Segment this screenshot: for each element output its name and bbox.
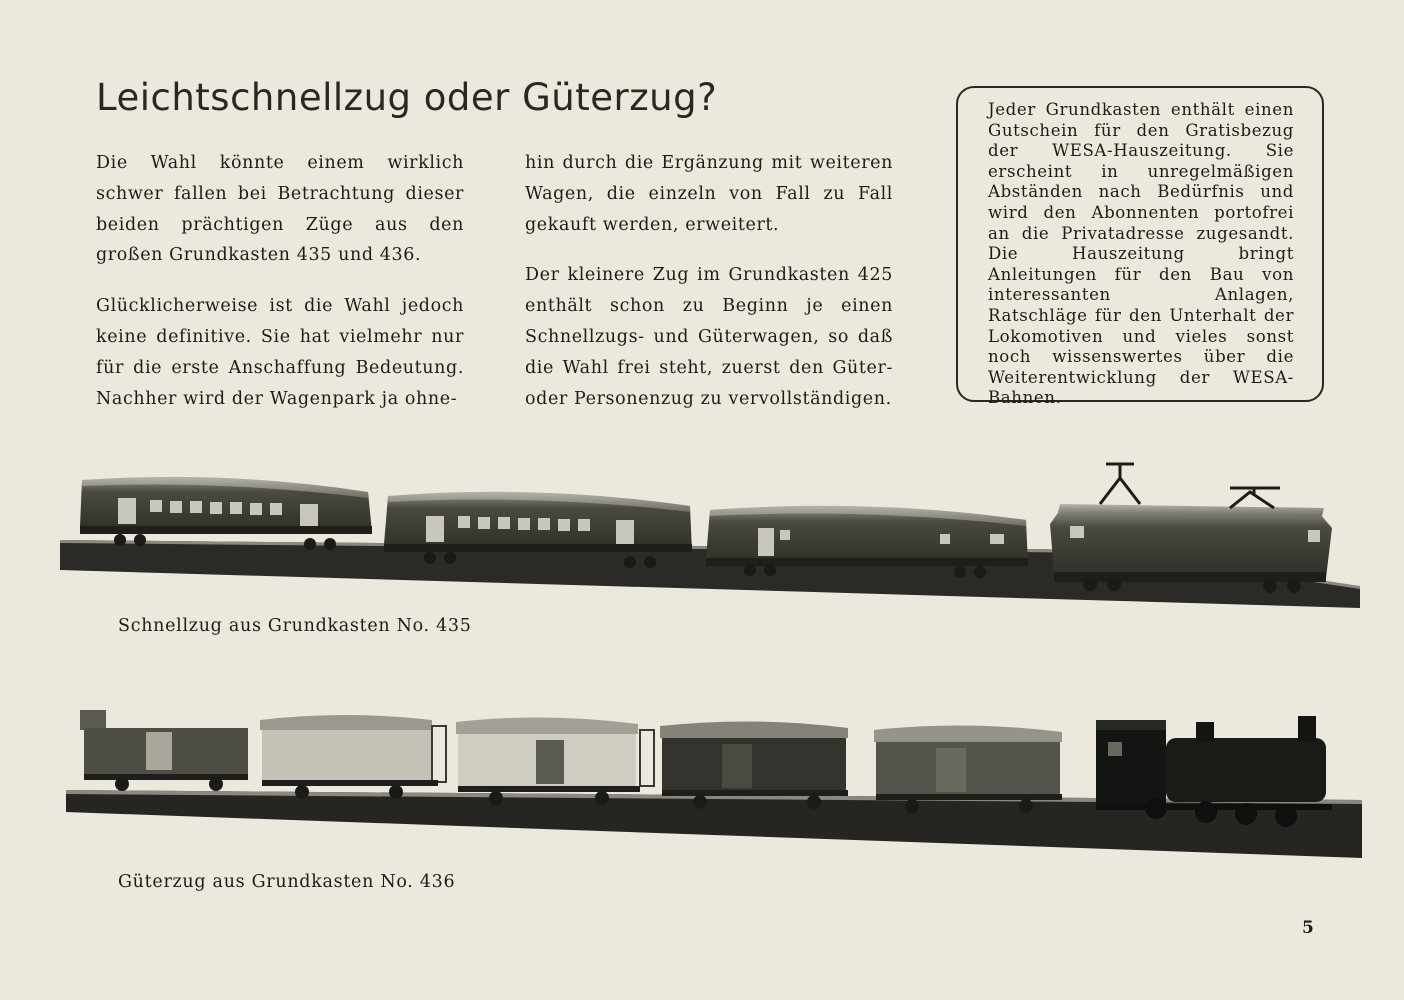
express-train-photo [60,458,1360,610]
paragraph: Die Wahl könnte einem wirklich schwer fallen bei Betrachtung dieser beiden prächtigen Züge aus den großen Grundkasten 435 und 436. [96,153,464,266]
electric-locomotive [1050,464,1332,593]
coach [80,477,372,550]
covered-wagon [456,717,654,805]
covered-wagon [260,715,446,799]
paragraph: Glücklicherweise ist die Wahl jedoch keine definitive. Sie hat vielmehr nur für die erste Anschaffung Bedeutung. Nachher wird der Wagenpark ja ohne- [96,296,464,409]
text-column-left [96,148,464,434]
page-number: 5 [1302,918,1314,938]
info-box-text: Jeder Grundkasten enthält einen Gutschein für den Gratisbezug der WESA-Hauszeitung. Sie erscheint in unregelmäßigen Abständen nach Bedürfnis und wird den Abonnenten portofrei an die Privatadresse zugesandt. Die Hauszeitung bringt Anleitungen für den Bau von interessanten Anlagen, Ratschläge für den Unterhalt der Lokomotiven und vieles sonst noch wissenswertes über die Weiterentwicklung der WESA-Bahnen. [988,100,1294,408]
freight-caption: Güterzug aus Grundkasten No. 436 [118,872,456,892]
text-column-middle [525,148,893,434]
covered-wagon [874,725,1062,813]
paragraph: hin durch die Ergänzung mit weiteren Wagen, die einzeln von Fall zu Fall gekauft werden, erweitert. [525,153,893,235]
express-caption: Schnellzug aus Grundkasten No. 435 [118,616,472,636]
page-title: Leichtschnellzug oder Güterzug? [96,76,718,119]
info-box [956,86,1324,408]
open-wagon [80,710,248,791]
paragraph: Der kleinere Zug im Grundkasten 425 enthält schon zu Beginn je einen Schnellzugs- und Güterwagen, so daß die Wahl frei steht, zuerst den Güter- oder Personenzug zu vervollständigen. [525,265,893,409]
covered-wagon [660,721,848,809]
freight-train-photo [66,708,1362,860]
